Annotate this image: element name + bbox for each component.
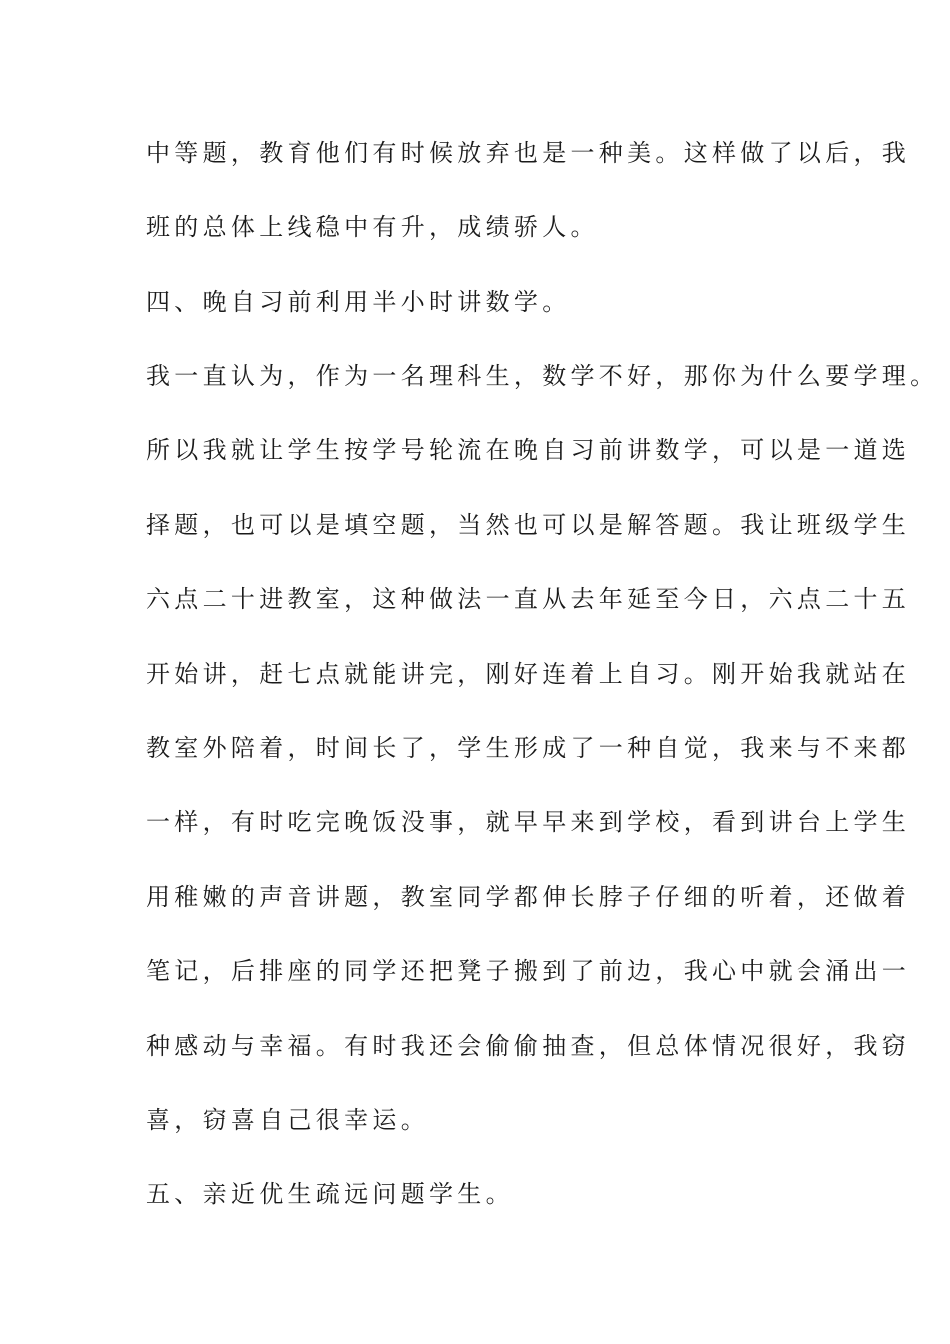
text-line: 所以我就让学生按学号轮流在晚自习前讲数学，可以是一道选 [146, 436, 911, 464]
text-line: 班的总体上线稳中有升，成绩骄人。 [146, 213, 599, 241]
text-line: 用稚嫩的声音讲题，教室同学都伸长脖子仔细的听着，还做着 [146, 883, 911, 911]
section-heading: 五、亲近优生疏远问题学生。 [146, 1180, 514, 1208]
text-line: 开始讲，赶七点就能讲完，刚好连着上自习。刚开始我就站在 [146, 660, 911, 688]
text-line: 我一直认为，作为一名理科生，数学不好，那你为什么要学理。 [146, 362, 939, 390]
text-line: 一样，有时吃完晚饭没事，就早早来到学校，看到讲台上学生 [146, 808, 911, 836]
text-line: 六点二十进教室，这种做法一直从去年延至今日，六点二十五 [146, 585, 911, 613]
text-line: 笔记，后排座的同学还把凳子搬到了前边，我心中就会涌出一 [146, 957, 911, 985]
text-line: 中等题，教育他们有时候放弃也是一种美。这样做了以后，我 [146, 139, 911, 167]
text-line: 种感动与幸福。有时我还会偷偷抽查，但总体情况很好，我窃 [146, 1032, 911, 1060]
section-heading: 四、晚自习前利用半小时讲数学。 [146, 288, 571, 316]
text-line: 择题，也可以是填空题，当然也可以是解答题。我让班级学生 [146, 511, 911, 539]
text-line: 教室外陪着，时间长了，学生形成了一种自觉，我来与不来都 [146, 734, 911, 762]
text-line: 喜，窃喜自己很幸运。 [146, 1106, 429, 1134]
